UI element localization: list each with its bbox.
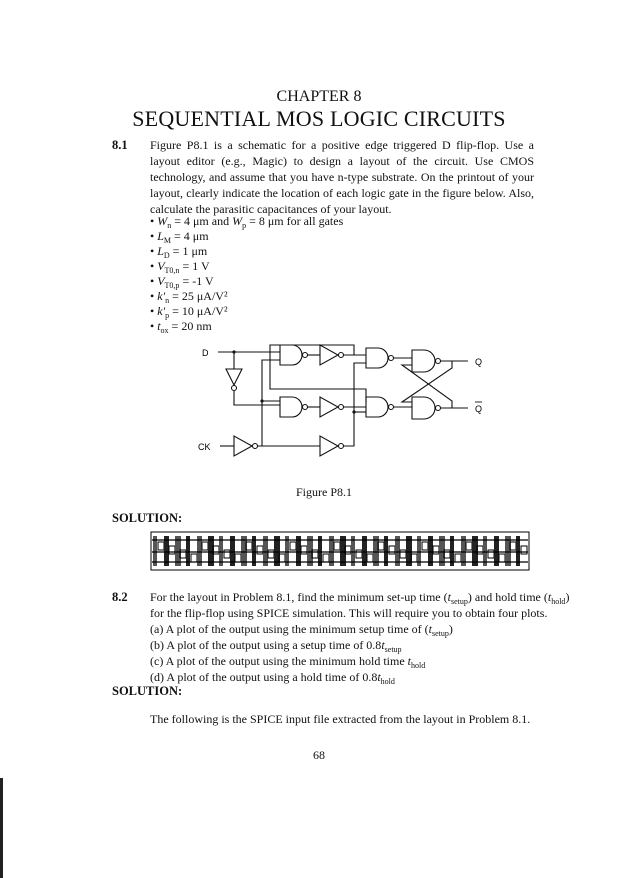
param-kp: • $k'_p = 10$ μA/V² [150,304,228,320]
latch-nand-qbar [412,397,435,419]
param-ld: • $L_D = 1$ μm [150,244,208,260]
problem-number-8-2: 8.2 [112,590,128,604]
clock-inverter-2 [320,436,338,456]
nand-gate-4 [366,397,388,417]
chapter-heading: CHAPTER 8 [276,88,362,105]
parameter-list [150,214,343,334]
nand-gate-1 [280,345,302,365]
param-kn: • $k'_n = 25$ μA/V² [150,289,228,305]
clock-inverter [234,436,252,456]
part-d: (d) A plot of the output using a hold time of $0.8t_{hold}$ [150,670,395,686]
chapter-title: SEQUENTIAL MOS LOGIC CIRCUITS [132,106,506,131]
param-vt0n: • $V_{T0,n} = 1$ V [150,259,210,275]
label-d: D [202,348,209,358]
flip-flop-schematic [190,335,510,465]
param-vt0p: • $V_{T0,p} = -1$ V [150,274,214,290]
latch-nand-q [412,350,435,372]
label-q: Q [475,357,483,367]
label-ck: CK [198,442,211,452]
scan-edge-bar [0,778,3,878]
d-inverter [226,369,242,385]
part-b: (b) A plot of the output using a setup time of $0.8t_{setup}$ [150,638,402,654]
solution-label-1: SOLUTION: [112,511,183,525]
param-w: • $W_n = 4$ μm and $W_p = 8$ μm for all gates [150,214,344,230]
param-lm: • $L_M = 4$ μm [150,229,209,245]
solution-label-2: SOLUTION: [112,684,183,698]
param-tox: • $t_{ox} = 20$ nm [150,319,212,335]
layout-printout-image [150,528,530,576]
inverter-2 [320,397,338,417]
figure-caption: Figure P8.1 [296,485,353,499]
problem-8-2-text: For the layout in Problem 8.1, find the minimum set-up time $(t_{setup})$ and hold time $(t_{hold})$ for the flip-flop using SPICE simulation. This will require you to obtain four plots. (a) A plot of the output using the minimum setup time of $(t_{setup})$ (b) A plot of the output using a setup time of $0.8t_{setup}$ (c) A plot of the output using the minimum hold time $t_{hold}$ (d) A plot of the output using a hold time of $0.8t_{hold}$ [150,590,570,686]
inverter-1 [320,345,338,365]
problem-number-8-1: 8.1 [112,138,128,152]
part-c: (c) A plot of the output using the minimum hold time $t_{hold}$ [150,654,426,670]
page-number: 68 [313,748,325,762]
nand-gate-2 [280,397,302,417]
nand-gate-3 [366,348,388,368]
closing-text: The following is the SPICE input file extracted from the layout in Problem 8.1. [150,712,531,726]
part-a: (a) A plot of the output using the minimum setup time of $(t_{setup})$ [150,622,453,638]
problem-8-1-text: Figure P8.1 is a schematic for a positive edge triggered D flip-flop. Use a layout editor (e.g., Magic) to design a layout of the circuit. Use CMOS technology, and assume that you have n-type substrate. On the printout of your layout, clearly indicate the location of each logic gate in the figure below. Also, calculate the parasitic capacitances of your layout. [150,138,534,216]
label-qbar: Q [475,404,483,414]
